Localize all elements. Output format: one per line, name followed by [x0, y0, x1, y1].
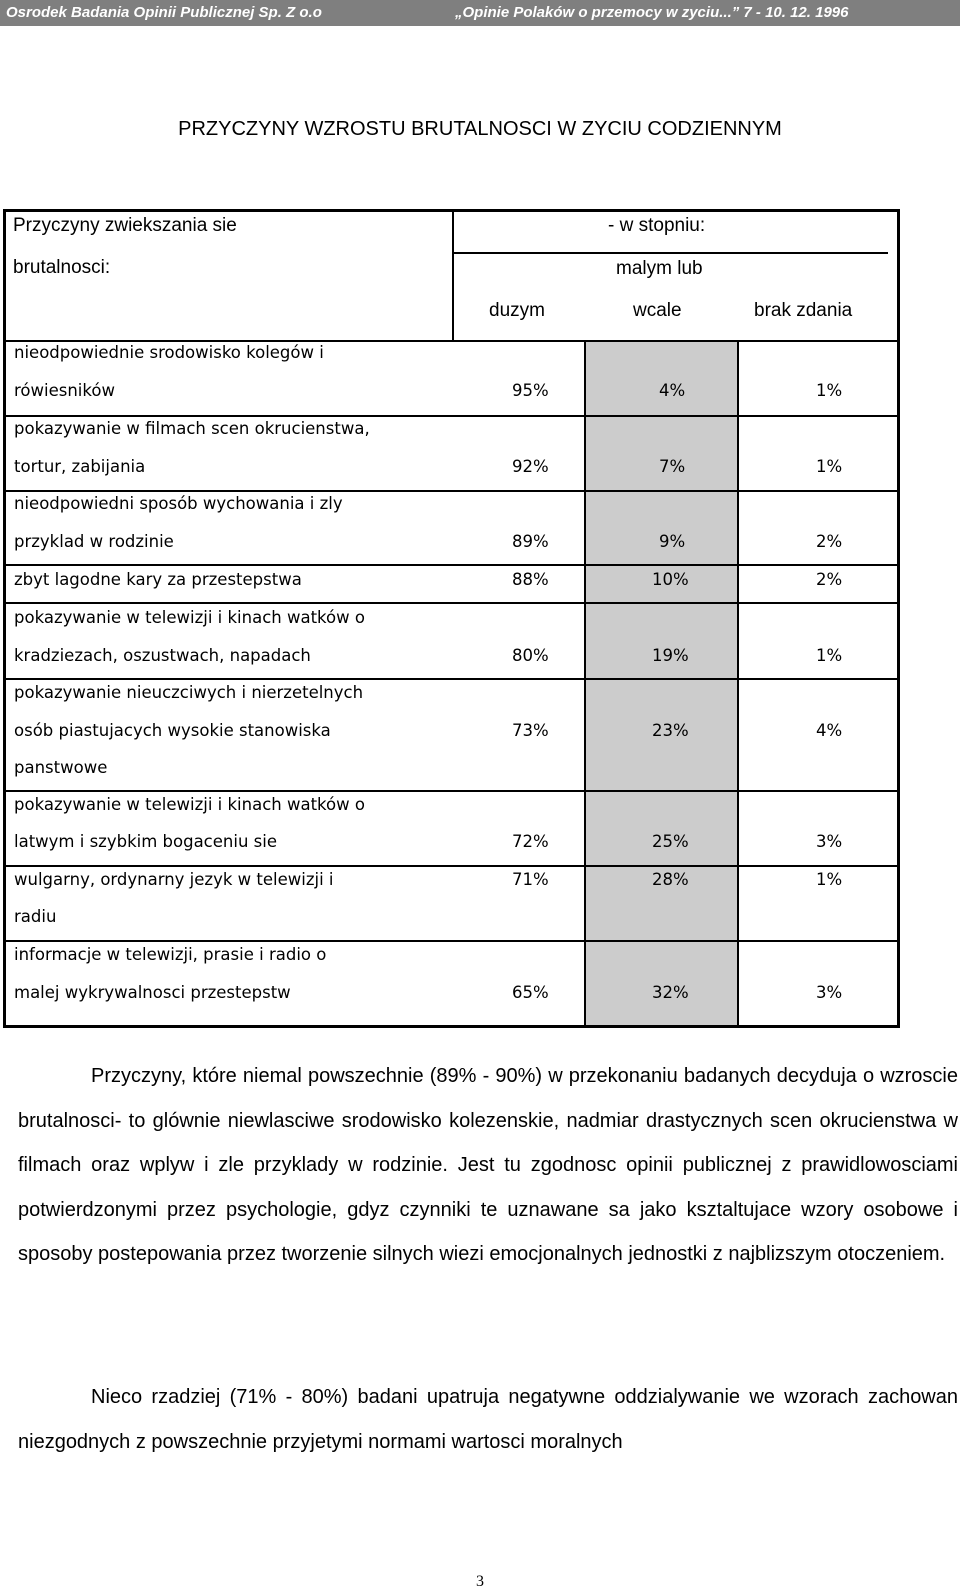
value-brak: 2% — [816, 570, 843, 589]
header-left-line1: Przyczyny zwiekszania sie — [13, 215, 237, 236]
shaded-column — [584, 340, 738, 1025]
row-label: rówiesników — [14, 381, 115, 400]
group-underline — [452, 252, 888, 254]
header-col-malym-line1: malym lub — [616, 258, 703, 279]
row-divider — [6, 602, 897, 604]
row-divider — [6, 940, 897, 942]
document-header — [0, 0, 960, 26]
value-brak: 3% — [816, 832, 843, 851]
value-duzym: 73% — [512, 721, 549, 740]
body-paragraph-1: Przyczyny, które niemal powszechnie (89% - 90%) w przekonaniu badanych decyduja o wzroscie brutalnosci- to glównie niewlasciwe srodowisko kolezenskie, nadmiar drastycznych scen okrucienstwa w filmach oraz wplyw i zle przyklady w rodzinie. Jest tu zgodnosc opinii publicznej z prawidlowosciami potwierdzonymi przez psychologie, gdyz czynniki te uznawane sa jako ksztaltujace wzory osobowe i sposoby postepowania przez tworzenie silnych wiezi emocjonalnych jednostki z najblizszym otoczeniem. — [18, 1065, 958, 1265]
row-label: panstwowe — [14, 758, 108, 777]
value-duzym: 95% — [512, 381, 549, 400]
column-divider — [584, 340, 586, 1025]
row-label: tortur, zabijania — [14, 457, 146, 476]
header-col-duzym: duzym — [489, 300, 545, 321]
value-malym: 25% — [652, 832, 689, 851]
row-divider — [6, 865, 897, 867]
value-brak: 1% — [816, 870, 843, 889]
value-brak: 4% — [816, 721, 843, 740]
row-label: przyklad w rodzinie — [14, 532, 174, 551]
value-duzym: 92% — [512, 457, 549, 476]
value-brak: 2% — [816, 532, 843, 551]
row-divider — [6, 790, 897, 792]
value-duzym: 72% — [512, 832, 549, 851]
row-label: nieodpowiedni sposób wychowania i zly — [14, 494, 343, 513]
row-label: radiu — [14, 907, 57, 926]
header-col-malym-line2: wcale — [633, 300, 682, 321]
value-duzym: 71% — [512, 870, 549, 889]
row-divider — [6, 678, 897, 680]
value-malym: 19% — [652, 646, 689, 665]
value-duzym: 88% — [512, 570, 549, 589]
row-divider — [6, 564, 897, 566]
value-brak: 1% — [816, 646, 843, 665]
value-malym: 32% — [652, 983, 689, 1002]
value-malym: 28% — [652, 870, 689, 889]
value-duzym: 80% — [512, 646, 549, 665]
value-brak: 3% — [816, 983, 843, 1002]
body-paragraph-2: Nieco rzadziej (71% - 80%) badani upatruja negatywne oddzialywanie we wzorach zachowan niezgodnych z powszechnie przyjetymi normami wartosci moralnych — [18, 1386, 958, 1453]
page-title: PRZYCZYNY WZROSTU BRUTALNOSCI W ZYCIU CODZIENNYM — [178, 118, 782, 140]
header-group-label: - w stopniu: — [608, 215, 706, 236]
value-malym: 23% — [652, 721, 689, 740]
header-col-brak-zdania: brak zdania — [754, 300, 853, 321]
header-divider — [452, 212, 454, 340]
row-divider — [6, 415, 897, 417]
value-malym: 9% — [659, 532, 686, 551]
value-brak: 1% — [816, 381, 843, 400]
page-number: 3 — [476, 1573, 484, 1590]
header-organization: Osrodek Badania Opinii Publicznej Sp. Z o.o — [6, 4, 322, 21]
value-malym: 4% — [659, 381, 686, 400]
value-malym: 10% — [652, 570, 689, 589]
row-divider — [6, 490, 897, 492]
row-label: pokazywanie w telewizji i kinach watków o — [14, 795, 365, 814]
row-label: zbyt lagodne kary za przestepstwa — [14, 570, 302, 589]
header-left-line2: brutalnosci: — [13, 257, 111, 278]
column-divider — [737, 340, 739, 1025]
value-duzym: 89% — [512, 532, 549, 551]
value-duzym: 65% — [512, 983, 549, 1002]
row-label: nieodpowiednie srodowisko kolegów i — [14, 343, 324, 362]
row-label: osób piastujacych wysokie stanowiska — [14, 721, 331, 740]
row-label: pokazywanie w telewizji i kinach watków o — [14, 608, 365, 627]
reasons-table — [3, 209, 900, 1028]
value-malym: 7% — [659, 457, 686, 476]
header-report-title: „Opinie Polaków o przemocy w zyciu...” 7 - 10. 12. 1996 — [455, 4, 849, 21]
row-label: kradziezach, oszustwach, napadach — [14, 646, 311, 665]
row-label: wulgarny, ordynarny jezyk w telewizji i — [14, 870, 334, 889]
value-brak: 1% — [816, 457, 843, 476]
row-label: pokazywanie nieuczciwych i nierzetelnych — [14, 683, 364, 702]
row-label: pokazywanie w filmach scen okrucienstwa, — [14, 419, 370, 438]
header-bottom-rule — [6, 340, 897, 342]
row-label: malej wykrywalnosci przestepstw — [14, 983, 291, 1002]
row-label: informacje w telewizji, prasie i radio o — [14, 945, 327, 964]
row-label: latwym i szybkim bogaceniu sie — [14, 832, 277, 851]
